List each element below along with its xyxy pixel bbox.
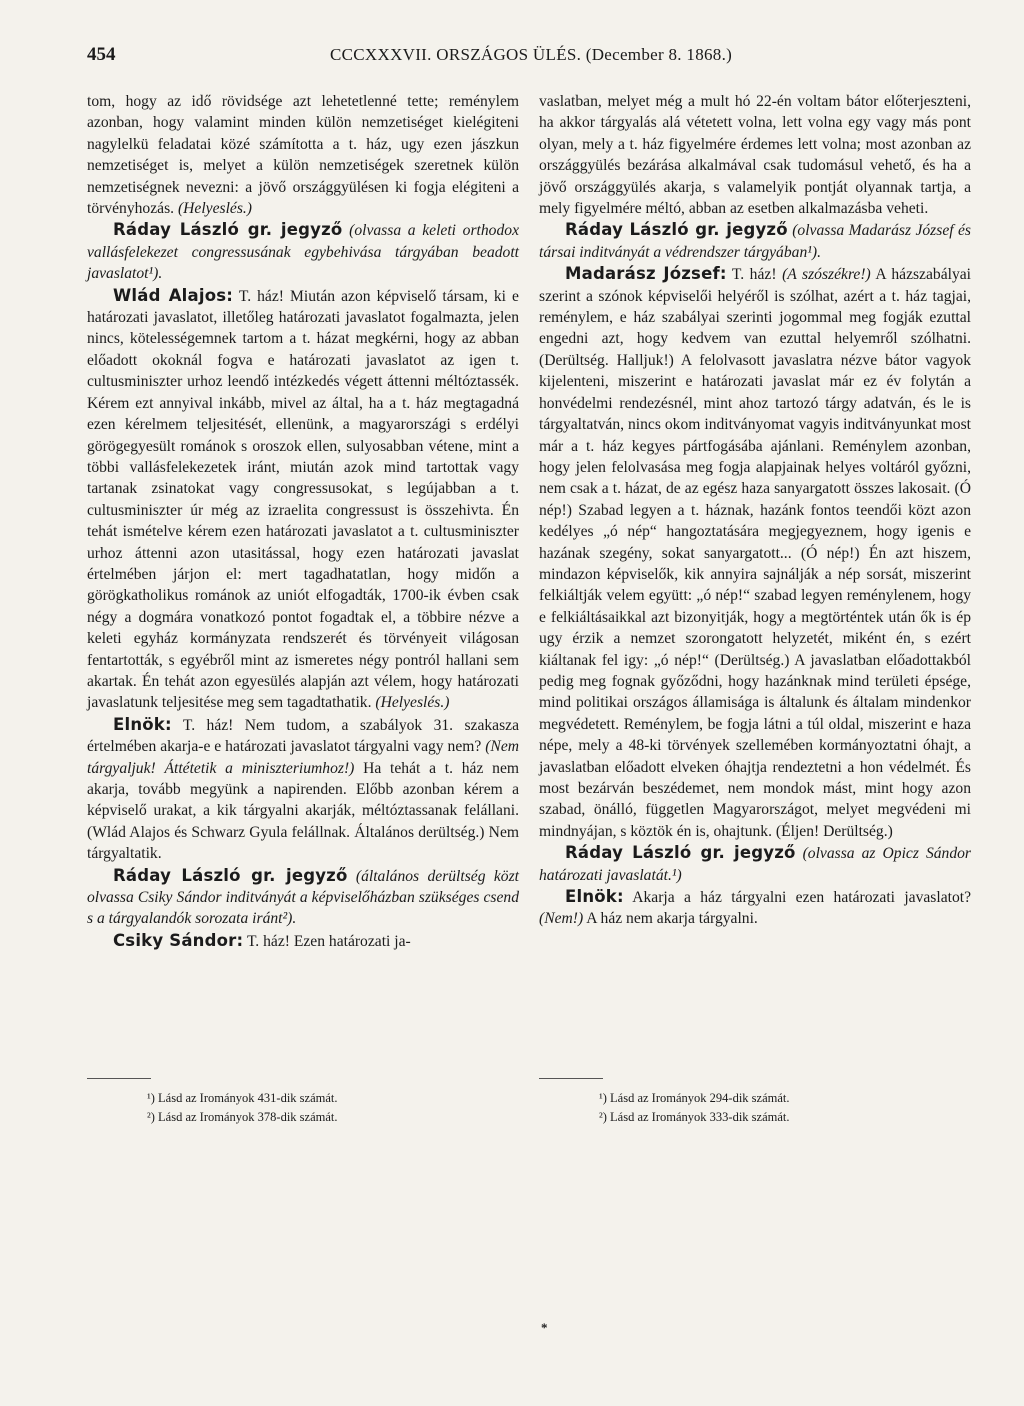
- footnote: ²) Lásd az Irományok 378-dik számát.: [147, 1110, 338, 1124]
- paragraph-italic: (Helyeslés.): [177, 200, 252, 218]
- speaker-name: Csiky Sándor:: [113, 930, 244, 950]
- paragraph: [87, 285, 519, 714]
- right-column: [539, 90, 971, 930]
- paragraph-text: vaslatban, melyet még a mult hó 22-én voltam bátor előterjeszteni, ha akkor tárgyalás alá vétetett volna, lett volna egy vagy más pont olyan, mely a t. ház figyelmére érdemes lett volna; most azonban az országgyülés bezárása alkalmával csak tudomásul vehető, és ha a jövő országgyülés akarja, s valamelyik pontját olyannak tartja, a mely figyelmére méltó, abban az esetben alkalmazásba veheti.: [539, 93, 971, 218]
- paragraph-text: tom, hogy az idő rövidsége azt lehetetlenné tette; reménylem azonban, hogy valamint minden külön nemzetiséget kielégiteni nagylelkü feladatai közé számította a t. ház, ugy ezen jászkun nemzetiséget is, melyet a külön nemzetiségek szeretnek külön nemzetiségnek nevezni: a jövő országgyülésen ki fogja elégiteni a törvényhozás.: [87, 93, 519, 218]
- paragraph: [539, 263, 971, 842]
- speaker-name: Ráday László gr. jegyző: [113, 220, 343, 240]
- paragraph: [539, 842, 971, 886]
- footnote-divider: [539, 1078, 603, 1079]
- paragraph-text: T. ház! Nem tudom, a szabályok 31. szakasza értelmében akarja-e e határozati javaslatot tárgyalni vagy nem?: [87, 716, 519, 756]
- running-title: CCCXXXVII. ORSZÁGOS ÜLÉS. (December 8. 1868.): [330, 45, 733, 64]
- page-number: 454: [87, 44, 116, 65]
- page-header: [87, 44, 947, 70]
- paragraph-tail: A ház nem akarja tárgyalni.: [586, 910, 758, 928]
- speaker-name: Wlád Alajos:: [113, 285, 234, 305]
- paragraph-text: T. ház! Ezen határozati ja-: [246, 932, 411, 950]
- paragraph-italic: (Nem tárgyaljuk! Áttétetik a miniszteriumhoz!): [87, 738, 519, 777]
- paragraph: [539, 219, 971, 263]
- paragraph: [87, 90, 519, 219]
- paragraph-text: T. ház!: [731, 266, 777, 284]
- paragraph-text: Akarja a ház tárgyalni ezen határozati javaslatot?: [632, 889, 971, 907]
- page-mark: *: [541, 1320, 548, 1335]
- speaker-name: Ráday László gr. jegyző: [565, 220, 788, 240]
- footnote: ¹) Lásd az Irományok 431-dik számát.: [147, 1091, 338, 1105]
- speaker-name: Ráday László gr. jegyző: [113, 865, 348, 885]
- paragraph-italic: (olvassa a keleti orthodox vallásfelekezet congressusának egybehivása tárgyában beadott javaslatot¹).: [87, 222, 519, 283]
- speaker-name: Madarász József:: [565, 264, 727, 284]
- paragraph-italic: (Helyeslés.): [375, 694, 450, 712]
- footnotes-left: [87, 1089, 519, 1127]
- paragraph-tail: A házszabályai szerint a szónok képviselői helyéről is szólhat, azért a t. ház tagjai, reménylem, e ház szabályai szerinti jogommal meg fogják ezuttal engedni azt, hogy kedvem van ezuttal helyemről szólhatni. (Derültség. Halljuk!) A felolvasott javaslatra nézve bátor vagyok kijelenteni, miszerint e határozati javaslat már ez év folytán a honvédelmi rendezésnél, mint ahoz tartozó tárgy adatván, és le is tárgyaltatván, nincs okom inditványomat vagyis inditványunkat most már a t. ház kegyes pártfogásába ajánlani. Reménylem azonban, hogy jelen felolvasása meg fogja alapjainak helyes voltáról győzni, nem csak a t. házat, de az egész haza sanyargatott összes lakosait. (Ó nép!) Szabad legyen a t. háznak, hazánk fontos teendői közt azon kedélyes „ó nép“ hangoztatására megjegyeznem, hogy igenis e hazának szegény, sokat sanyargatott... (Ó nép!) Én azt hiszem, mindazon képviselők, kik annyira sajnálják a nép sorsát, miszerint felkiáltják velem együtt: „ó nép!“ szabad legyen reménylenem, hogy e felkiáltásaikkal azt bizonyitják, hogy a megtörténtek után ők is ép ugy érzik a nemzet szorongatott helyzetét, miként én, s ezért kiáltanak fel igy: „ó nép!“ (Derültség.) A javaslatban előadottakból pedig meg fognak győződni, hogy hazánknak mind területi épsége, mind politikai országos államisága is általunk és általam mindenkor megvédetett. Reménylem, be fogja látni a túl oldal, miszerint e haza népe, mely a 48-ki törvények szellemében kormányoztatni óhajt, a javaslatban előadott elveken óhajtja rendeztetni a hon védelmét. És most bezárván beszédemet, nem mondok mást, mint hogy azon szabad, önálló, független Magyarországot, melyet megvédeni mi mindnyájan, s köztök én is, ohajtunk. (Éljen! Derültség.): [539, 266, 972, 840]
- paragraph-italic: (olvassa Madarász József és társai inditványát a védrendszer tárgyában¹).: [539, 222, 972, 261]
- speaker-name: Elnök:: [113, 714, 172, 734]
- speaker-name: Ráday László gr. jegyző: [565, 843, 796, 863]
- paragraph: [539, 90, 971, 219]
- footnote: ²) Lásd az Irományok 333-dik számát.: [599, 1110, 790, 1124]
- paragraph: [539, 886, 971, 930]
- footnote: ¹) Lásd az Irományok 294-dik számát.: [599, 1091, 790, 1105]
- paragraph-italic: (általános derültség közt olvassa Csiky Sándor inditványát a képviselőházban szükséges csend s a tárgyalandók sorozata iránt²).: [87, 867, 519, 928]
- paragraph: [87, 219, 519, 284]
- left-column: [87, 90, 519, 952]
- paragraph-italic: (olvassa az Opicz Sándor határozati javaslatát.¹): [539, 845, 971, 884]
- footnotes-right: [539, 1089, 971, 1127]
- paragraph: [87, 865, 519, 930]
- paragraph: [87, 930, 519, 952]
- paragraph-italic: (A szószékre!): [782, 266, 871, 284]
- speaker-name: Elnök:: [565, 887, 624, 907]
- paragraph-tail: Ha tehát a t. ház nem akarja, tovább megyünk a napirenden. Előbb azonban kérem a képviselő urakat, a kik tárgyalni akarják, méltóztassanak felállani. (Wlád Alajos és Schwarz Gyula felállnak. Általános derültség.) Nem tárgyaltatik.: [87, 759, 519, 863]
- paragraph-italic: (Nem!): [539, 910, 584, 928]
- paragraph: [87, 714, 519, 865]
- paragraph-text: T. ház! Miután azon képviselő társam, ki e határozati javaslatot, illetőleg határozati javaslatot fogalmazta, jelen nincs, kötelességemnek tartom a t. házat megkérni, hogy az abban előadott okoknál fogva e határozati javaslatot az igen t. cultusminiszter urhoz leendő intézkedés végett áttenni méltóztassék. Kérem ezt annyival inkább, mivel az által, ha a t. ház megtagadná ezen kérelmem teljesitését, ellenünk, a magyarországi s erdélyi görögegyesült románok s oroszok ellen, sulyosabban vétene, mint a többi vallásfelekezetek iránt, miután azok mind tartottak vagy tartanak zsinatokat vagy congressusokat, s legújabban a t. cultusminiszter úr még az izraelita congressust is összehivta. Én tehát ismételve kérem ezen határozati javaslatot a t. cultusminiszter urhoz áttenni azon utasitással, hogy ezen határozati javaslat értelmében járjon el: mert tagadhatatlan, hogy midőn a görögkatholikus románok az uniót elfogadták, 1700-ik évben csak négy a dogmára vonatkozó pontot fogadtak el, a többire nézve a keleti egyház kormányzata rendszerét és törvényeit világosan fentartották, s egyébről mint az ismeretes négy pontról hallani sem akartak. Én tehát azon egyesülés alapján azt vélem, hogy határozati javaslatunk teljesitése meg sem tagadtathatik.: [87, 287, 519, 712]
- footnote-divider: [87, 1078, 151, 1079]
